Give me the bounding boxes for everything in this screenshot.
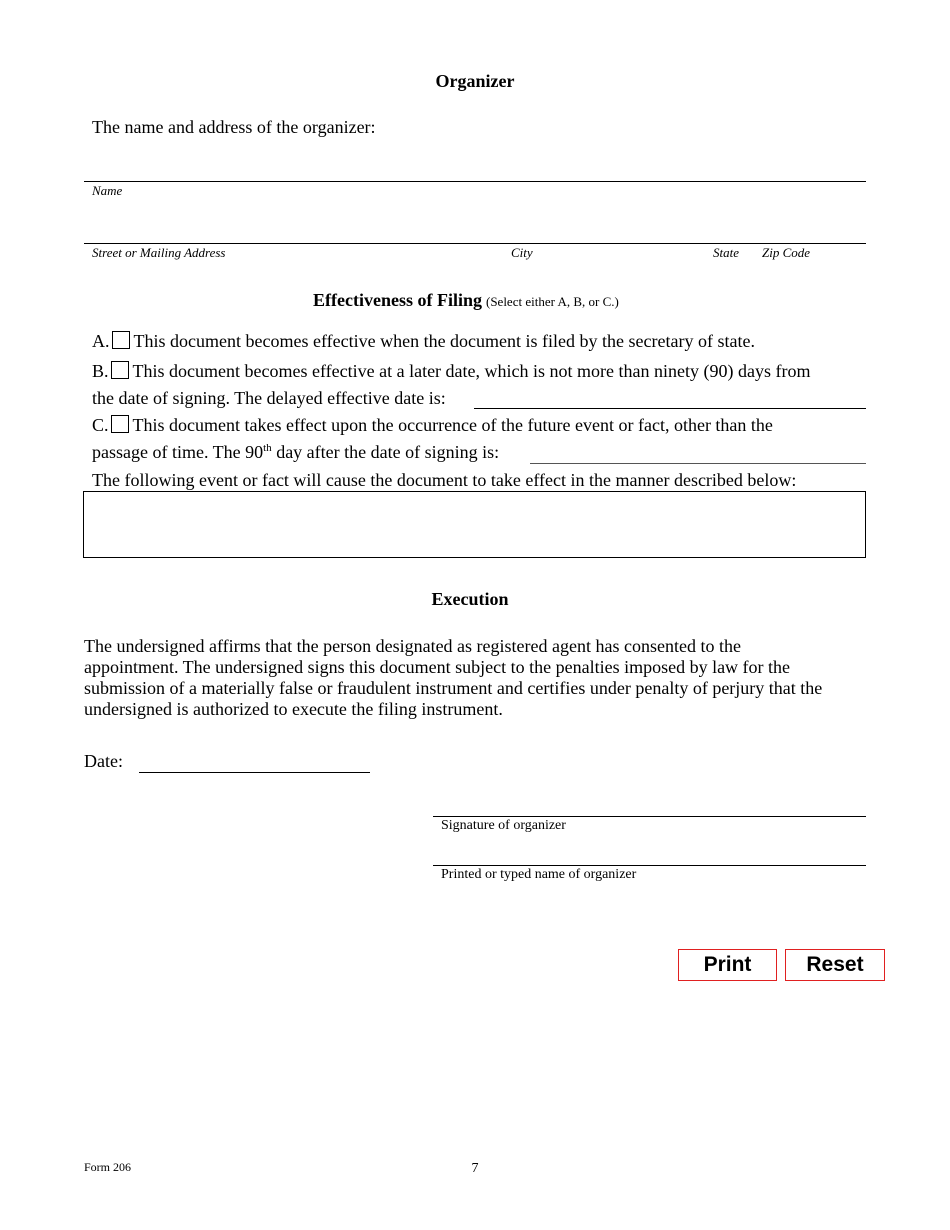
event-description-label: The following event or fact will cause the document to take effect in the manner described below: xyxy=(92,470,797,490)
form-id: Form 206 xyxy=(84,1160,132,1174)
printed-name-input[interactable] xyxy=(436,842,862,864)
date-line xyxy=(139,772,370,773)
zip-code-label: Zip Code xyxy=(762,245,811,260)
option-b-text: This document becomes effective at a later date, which is not more than ninety (90) days from xyxy=(132,361,811,381)
option-a-text: This document becomes effective when the document is filed by the secretary of state. xyxy=(133,331,755,351)
effectiveness-instruction: (Select either A, B, or C.) xyxy=(485,294,619,309)
printed-name-line xyxy=(433,865,866,866)
option-b-letter: B. xyxy=(92,361,109,381)
option-b-row xyxy=(92,361,810,382)
date-label: Date: xyxy=(84,751,123,771)
option-c-cont-post: day after the date of signing is: xyxy=(271,442,500,462)
organizer-heading: Organizer xyxy=(435,71,515,91)
city-input[interactable] xyxy=(510,220,700,242)
option-a-row xyxy=(92,331,755,352)
state-label: State xyxy=(713,245,739,260)
address-line xyxy=(84,243,866,244)
signature-label: Signature of organizer xyxy=(441,818,566,833)
zip-code-input[interactable] xyxy=(762,220,862,242)
delayed-effective-date-input[interactable] xyxy=(476,385,862,407)
street-address-input[interactable] xyxy=(92,220,502,242)
effectiveness-heading-row xyxy=(313,290,619,311)
ninetieth-day-line xyxy=(530,463,866,464)
effectiveness-heading: Effectiveness of Filing xyxy=(313,290,482,310)
option-b-checkbox[interactable] xyxy=(111,361,129,379)
delayed-date-line xyxy=(474,408,866,409)
option-c-letter: C. xyxy=(92,415,109,435)
page-number: 7 xyxy=(471,1161,479,1176)
signature-input[interactable] xyxy=(436,793,862,815)
execution-paragraph xyxy=(84,636,822,720)
date-input[interactable] xyxy=(141,749,367,771)
option-c-cont-pre: passage of time. The 90 xyxy=(92,442,264,462)
reset-button[interactable]: Reset xyxy=(785,949,885,981)
state-input[interactable] xyxy=(712,220,754,242)
option-c-continuation xyxy=(92,442,499,463)
execution-paragraph-line: The undersigned affirms that the person designated as registered agent has consented to the xyxy=(84,636,741,656)
print-button[interactable]: Print xyxy=(678,949,777,981)
execution-heading: Execution xyxy=(431,589,509,609)
option-c-text: This document takes effect upon the occurrence of the future event or fact, other than the xyxy=(132,415,773,435)
execution-paragraph-line: appointment. The undersigned signs this document subject to the penalties imposed by law for the xyxy=(84,657,791,677)
event-description-textarea[interactable] xyxy=(83,491,866,558)
organizer-name-input[interactable] xyxy=(92,158,862,180)
execution-paragraph-line: submission of a materially false or fraudulent instrument and certifies under penalty of perjury that the xyxy=(84,678,823,698)
option-c-sup: th xyxy=(263,442,272,454)
street-address-label: Street or Mailing Address xyxy=(92,245,226,260)
name-line xyxy=(84,181,866,182)
name-label: Name xyxy=(92,183,123,198)
organizer-intro: The name and address of the organizer: xyxy=(92,117,376,137)
city-label: City xyxy=(511,245,533,260)
option-a-letter: A. xyxy=(92,331,110,351)
option-a-checkbox[interactable] xyxy=(112,331,130,349)
signature-line xyxy=(433,816,866,817)
option-c-row xyxy=(92,415,773,436)
option-b-continuation: the date of signing. The delayed effective date is: xyxy=(92,388,446,408)
printed-name-label: Printed or typed name of organizer xyxy=(441,867,637,882)
option-c-checkbox[interactable] xyxy=(111,415,129,433)
ninetieth-day-date-input[interactable] xyxy=(532,440,862,462)
execution-paragraph-line: undersigned is authorized to execute the filing instrument. xyxy=(84,699,503,719)
